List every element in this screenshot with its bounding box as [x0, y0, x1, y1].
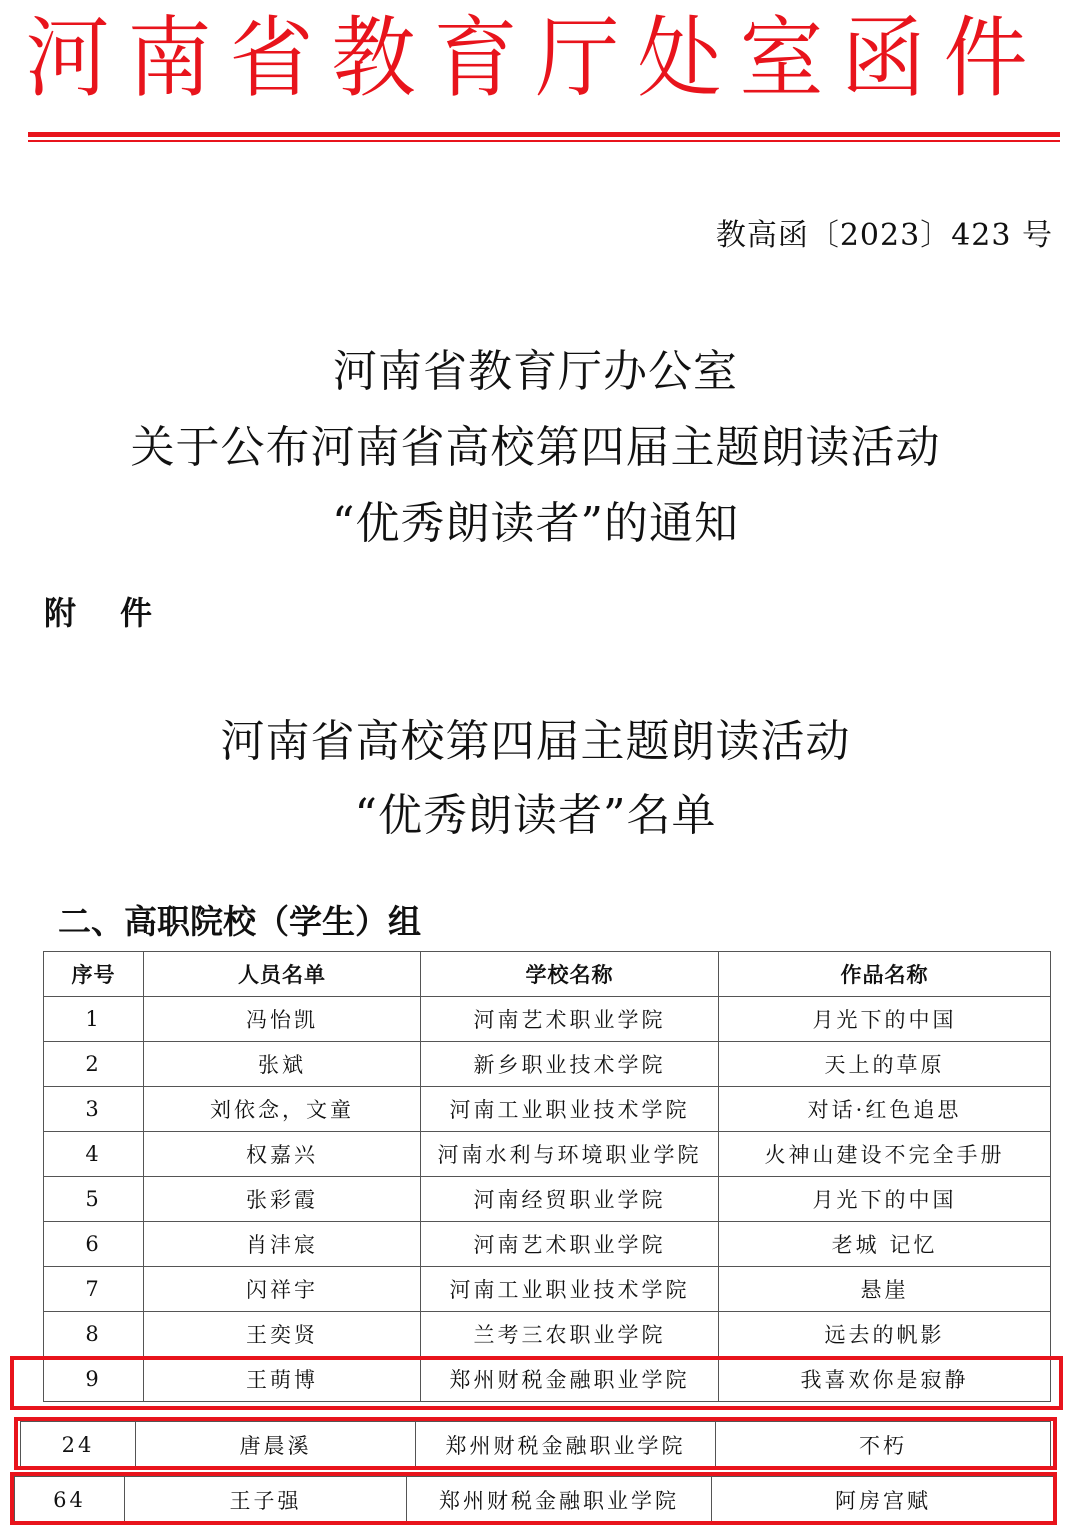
cell-school: 新乡职业技术学院	[421, 1042, 719, 1087]
table-row	[44, 1312, 1051, 1357]
table-row-highlighted	[21, 1422, 1051, 1468]
cell-name: 肖沣宸	[144, 1222, 421, 1267]
cell-no: 64	[15, 1477, 125, 1523]
cell-work: 老城 记忆	[719, 1222, 1051, 1267]
cell-work: 月光下的中国	[719, 997, 1051, 1042]
cell-no: 8	[44, 1312, 144, 1357]
cell-work: 悬崖	[719, 1267, 1051, 1312]
cell-no: 9	[44, 1357, 144, 1402]
table-row-highlighted	[44, 1357, 1051, 1402]
notice-title-line-1: 河南省教育厅办公室	[333, 346, 738, 397]
extra-row-24	[20, 1421, 1051, 1468]
table-row	[44, 997, 1051, 1042]
cell-name: 王奕贤	[144, 1312, 421, 1357]
document-number: 教高函〔2023〕423 号	[715, 218, 1053, 253]
cell-school: 河南工业职业技术学院	[421, 1087, 719, 1132]
cell-name: 冯怡凯	[144, 997, 421, 1042]
cell-work: 阿房宫赋	[712, 1477, 1055, 1523]
header-no: 序号	[44, 952, 144, 997]
list-title	[0, 705, 1071, 853]
cell-school: 河南艺术职业学院	[421, 1222, 719, 1267]
cell-name: 刘依念，文童	[144, 1087, 421, 1132]
cell-work: 远去的帆影	[719, 1312, 1051, 1357]
table-header-row	[44, 952, 1051, 997]
cell-school: 河南经贸职业学院	[421, 1177, 719, 1222]
letterhead-title: 河南省教育厅处室函件	[25, 6, 1046, 110]
letterhead-rule-thick	[28, 132, 1060, 137]
notice-title-line-3: “优秀朗读者”的通知	[332, 498, 739, 549]
cell-school: 郑州财税金融职业学院	[421, 1357, 719, 1402]
cell-school: 河南水利与环境职业学院	[421, 1132, 719, 1177]
header-work: 作品名称	[719, 952, 1051, 997]
cell-name: 闪祥宇	[144, 1267, 421, 1312]
table-row	[44, 1132, 1051, 1177]
notice-title	[0, 334, 1071, 562]
cell-school: 河南艺术职业学院	[421, 997, 719, 1042]
table-row	[44, 1222, 1051, 1267]
cell-school: 郑州财税金融职业学院	[407, 1477, 712, 1523]
attachment-label: 附 件	[44, 594, 159, 632]
list-title-line-1: 河南省高校第四届主题朗读活动	[220, 716, 851, 767]
table-row	[44, 1177, 1051, 1222]
cell-work: 月光下的中国	[719, 1177, 1051, 1222]
cell-no: 3	[44, 1087, 144, 1132]
cell-school: 河南工业职业技术学院	[421, 1267, 719, 1312]
cell-no: 4	[44, 1132, 144, 1177]
cell-name: 唐晨溪	[136, 1422, 416, 1468]
cell-school: 兰考三农职业学院	[421, 1312, 719, 1357]
cell-name: 王子强	[125, 1477, 407, 1523]
cell-no: 24	[21, 1422, 136, 1468]
cell-no: 1	[44, 997, 144, 1042]
table-row	[44, 1087, 1051, 1132]
list-title-line-2: “优秀朗读者”名单	[354, 790, 717, 841]
cell-no: 7	[44, 1267, 144, 1312]
section-heading: 二、高职院校（学生）组	[58, 902, 421, 941]
cell-work: 我喜欢你是寂静	[719, 1357, 1051, 1402]
cell-no: 2	[44, 1042, 144, 1087]
table-row	[44, 1042, 1051, 1087]
extra-row-64	[14, 1476, 1055, 1523]
cell-no: 5	[44, 1177, 144, 1222]
cell-name: 王萌博	[144, 1357, 421, 1402]
table-row-highlighted	[15, 1477, 1055, 1523]
cell-work: 天上的草原	[719, 1042, 1051, 1087]
letterhead-rule-thin	[28, 140, 1060, 142]
cell-school: 郑州财税金融职业学院	[416, 1422, 716, 1468]
cell-work: 对话·红色追思	[719, 1087, 1051, 1132]
header-school: 学校名称	[421, 952, 719, 997]
notice-title-line-2: 关于公布河南省高校第四届主题朗读活动	[130, 422, 941, 473]
cell-no: 6	[44, 1222, 144, 1267]
table-row	[44, 1267, 1051, 1312]
winners-table	[43, 951, 1051, 1402]
cell-name: 张斌	[144, 1042, 421, 1087]
cell-name: 权嘉兴	[144, 1132, 421, 1177]
cell-name: 张彩霞	[144, 1177, 421, 1222]
cropped-row-fragment	[150, 1405, 430, 1417]
cell-work: 火神山建设不完全手册	[719, 1132, 1051, 1177]
cell-work: 不朽	[716, 1422, 1051, 1468]
header-name: 人员名单	[144, 952, 421, 997]
